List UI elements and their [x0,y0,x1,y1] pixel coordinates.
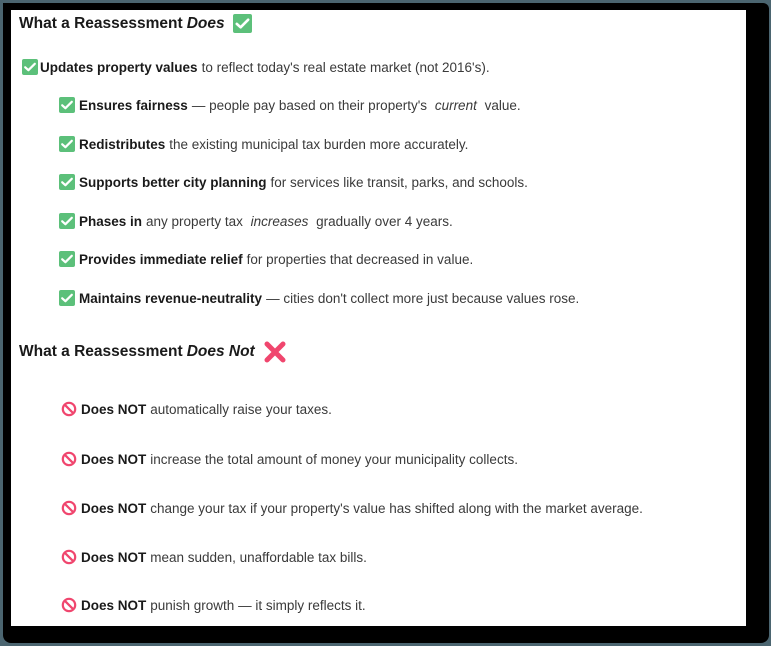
item-text-emphasis: current [434,97,477,113]
does-not-item-raise-taxes [61,401,332,417]
heading-text: What a Reassessment [19,14,183,32]
check-mark-button-icon [59,174,75,190]
check-mark-button-icon [59,251,75,267]
item-text: mean sudden, unaffordable tax bills. [150,549,367,565]
does-item-ensures-fairness [59,97,521,113]
heading-text: What a Reassessment [19,343,183,360]
does-not-item-market-average [61,500,643,516]
item-lead: Does NOT [81,401,147,417]
prohibited-icon [61,549,77,565]
item-lead: Phases in [79,213,143,229]
item-text [146,214,453,229]
item-lead: Updates property values [40,59,198,75]
item-lead: Does NOT [81,549,147,565]
item-lead: Ensures fairness [79,97,188,113]
does-item-redistributes [59,136,468,152]
does-item-updates-values [22,59,490,75]
does-section-heading [19,14,252,33]
check-mark-button-icon [59,290,75,306]
item-text: — cities don't collect more just because values rose. [266,290,580,306]
item-text-after: value. [484,97,521,113]
item-lead: Supports better city planning [79,174,267,190]
item-text: the existing municipal tax burden more accurately. [169,136,469,152]
item-text: punish growth — it simply reflects it. [150,597,366,613]
item-lead: Does NOT [81,451,147,467]
item-text: for services like transit, parks, and schools. [270,174,528,190]
does-item-city-planning [59,174,528,190]
does-not-item-punish-growth [61,597,366,613]
does-item-immediate-relief [59,251,473,267]
item-text [192,98,521,113]
item-text-before: any property tax [146,213,243,229]
item-lead: Redistributes [79,136,166,152]
item-text-emphasis: increases [250,213,309,229]
does-not-section-heading [19,340,287,364]
item-text: for properties that decreased in value. [246,251,474,267]
item-text: increase the total amount of money your municipality collects. [150,451,518,467]
cross-mark-icon [263,340,287,364]
does-not-item-total-collected [61,451,518,467]
check-mark-button-icon [59,213,75,229]
item-text: change your tax if your property's value has shifted along with the market average. [150,500,643,516]
prohibited-icon [61,401,77,417]
does-item-phases-in [59,213,453,229]
check-mark-button-icon [59,136,75,152]
check-mark-button-icon [22,59,38,75]
item-lead: Maintains revenue-neutrality [79,290,263,306]
item-lead: Does NOT [81,597,147,613]
item-lead: Provides immediate relief [79,251,243,267]
item-text: automatically raise your taxes. [150,401,332,417]
does-not-item-sudden-bills [61,549,367,565]
prohibited-icon [61,597,77,613]
check-mark-button-icon [233,14,252,33]
prohibited-icon [61,451,77,467]
item-text-before: — people pay based on their property's [191,97,428,113]
does-item-revenue-neutrality [59,290,579,306]
item-text: to reflect today's real estate market (not 2016's). [201,59,490,75]
document-page [11,10,746,626]
heading-emphasis: Does Not [186,343,255,360]
item-lead: Does NOT [81,500,147,516]
item-text-after: gradually over 4 years. [316,213,453,229]
heading-emphasis: Does [186,14,225,32]
prohibited-icon [61,500,77,516]
check-mark-button-icon [59,97,75,113]
